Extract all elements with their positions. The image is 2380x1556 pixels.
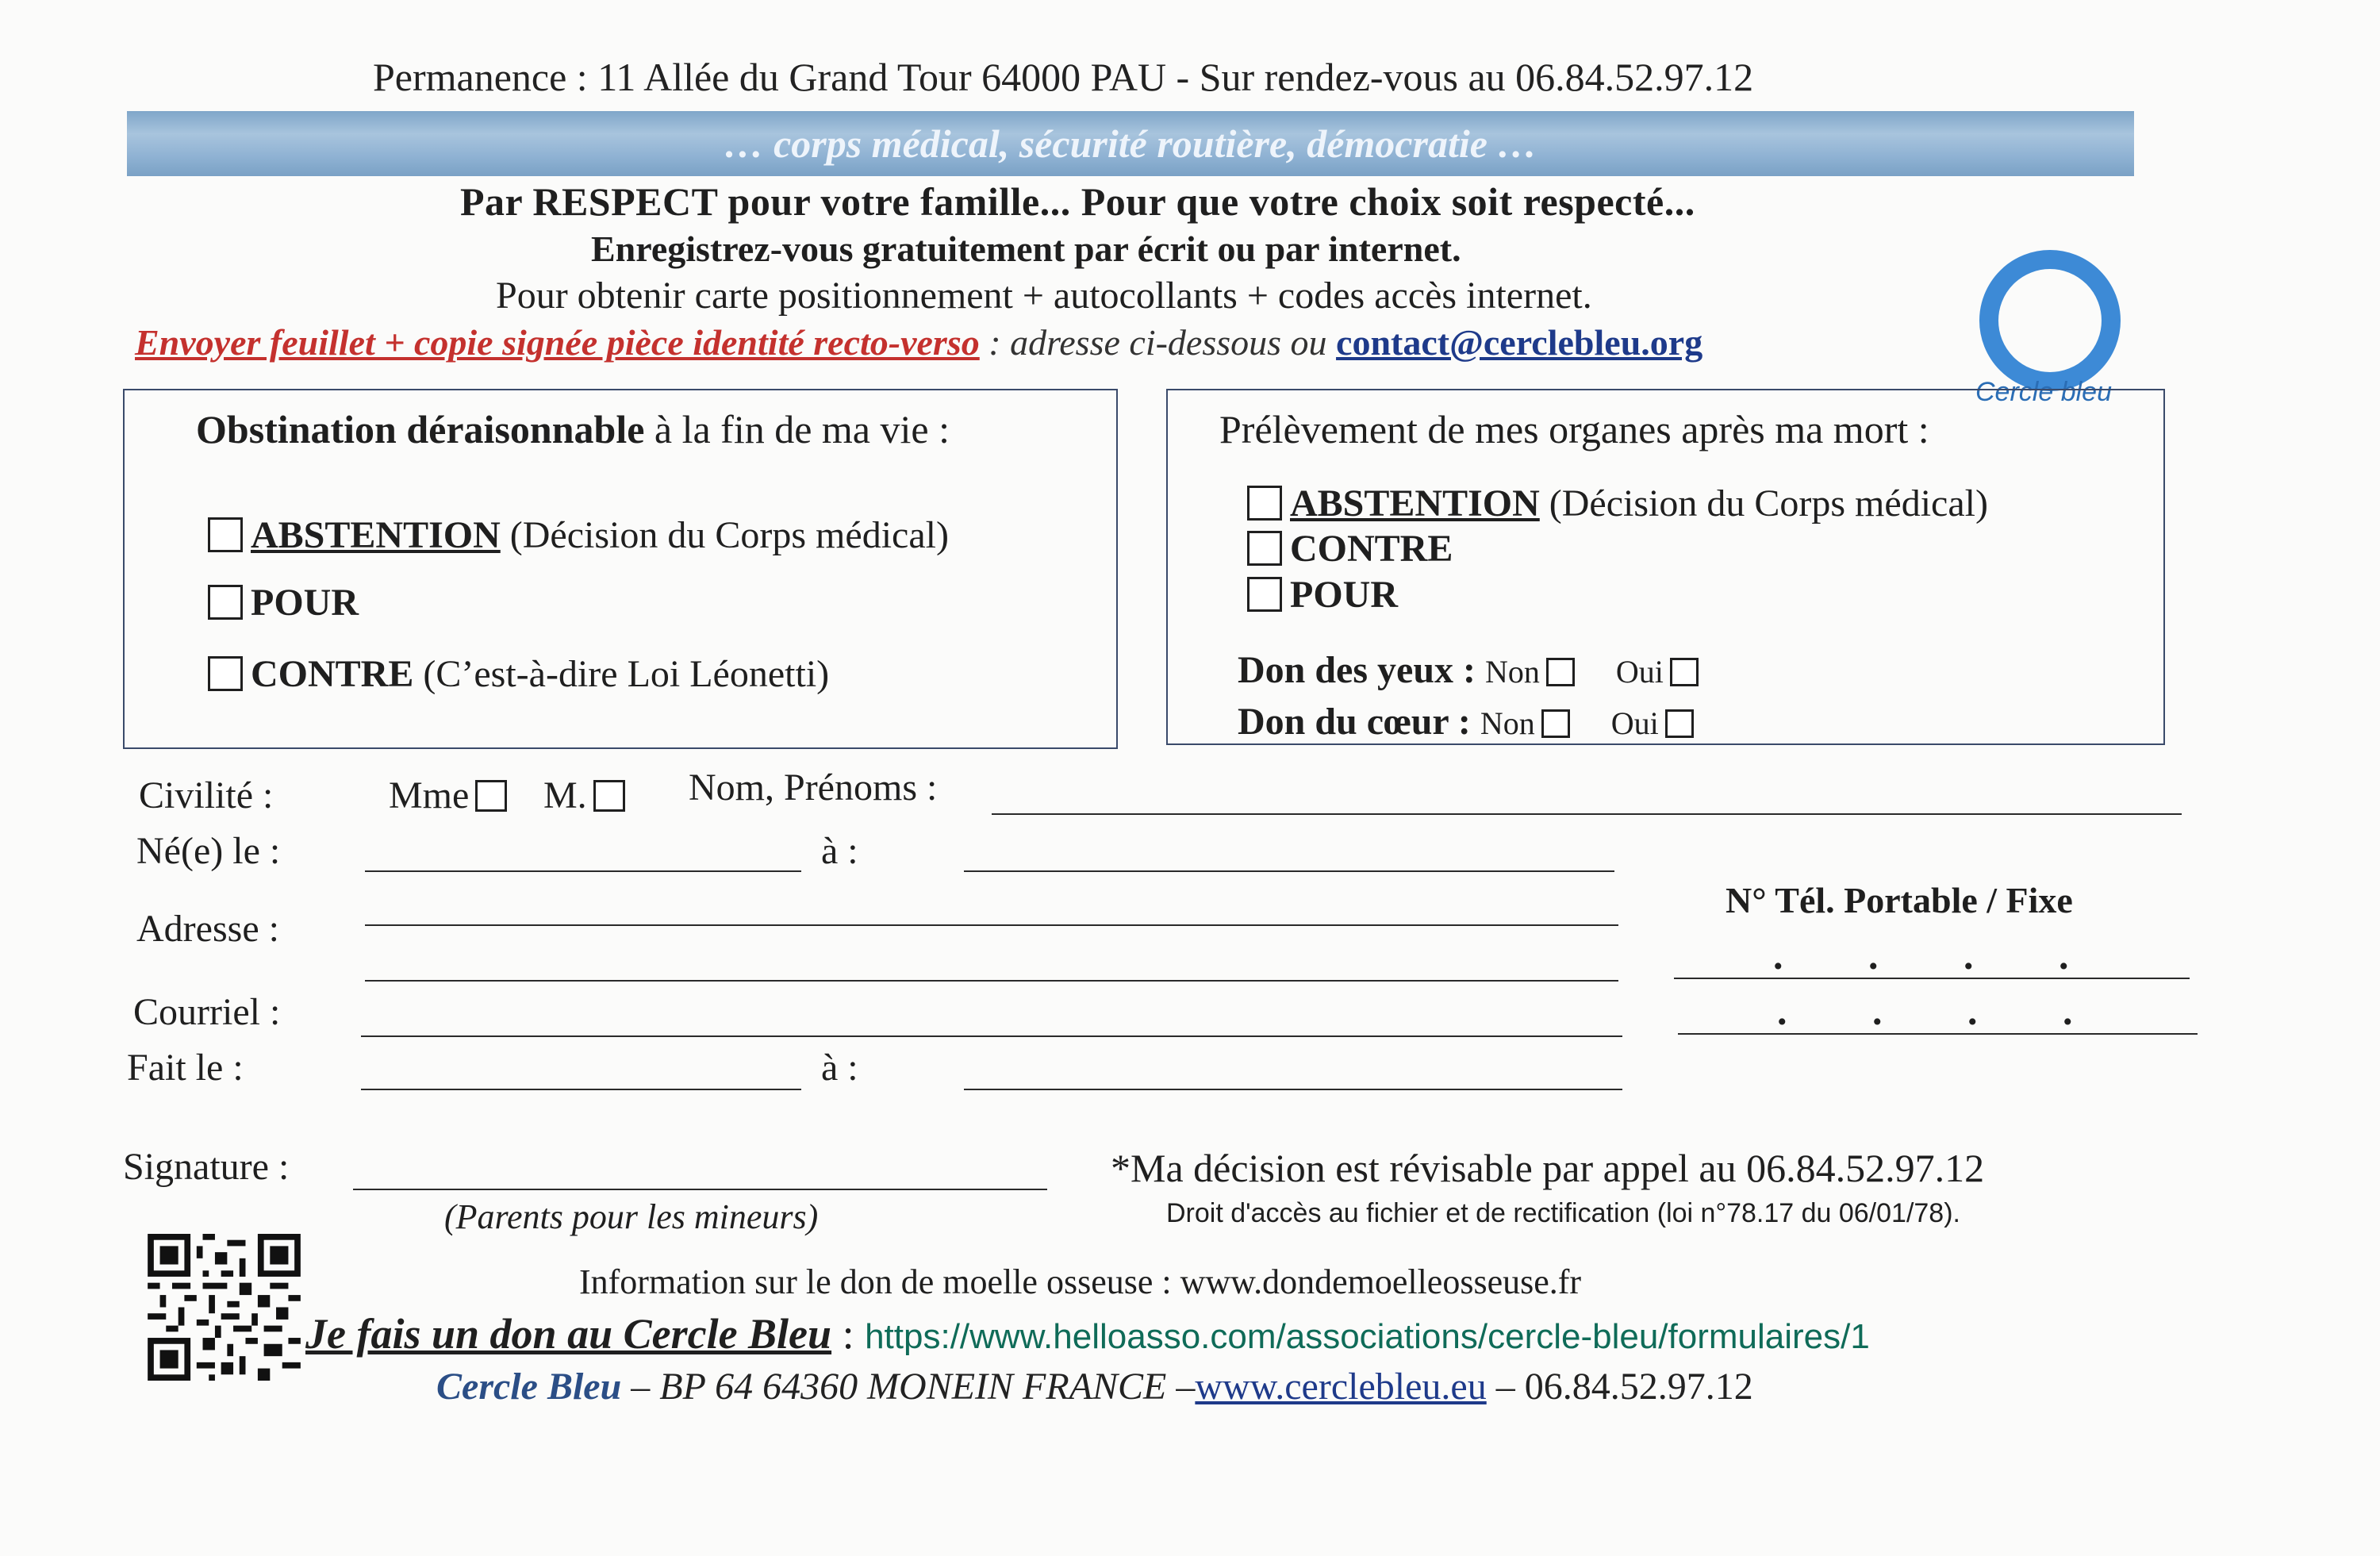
bone-marrow-info: Information sur le don de moelle osseuse : www.dondemoelleosseuse.fr xyxy=(579,1262,1582,1301)
adresse-label: Adresse : xyxy=(136,908,279,950)
option-key: ABSTENTION xyxy=(251,514,501,556)
signed-date-field[interactable] xyxy=(361,1089,801,1090)
signature-field[interactable] xyxy=(353,1189,1047,1190)
donation-separator: : xyxy=(831,1310,866,1358)
fait-le-label: Fait le : xyxy=(127,1047,244,1089)
end-of-life-option-contre[interactable] xyxy=(208,652,829,696)
nom-label: Nom, Prénoms : xyxy=(689,766,938,809)
signed-place-field[interactable] xyxy=(964,1089,1622,1090)
tel-field-2[interactable] xyxy=(1678,1033,2198,1035)
banner xyxy=(127,111,2134,176)
address-field-2[interactable] xyxy=(365,980,1618,982)
checkbox[interactable] xyxy=(208,517,243,552)
banner-text: … corps médical, sécurité routière, démocratie … xyxy=(724,121,1537,166)
m-checkbox[interactable] xyxy=(593,780,625,812)
tel-dot: . xyxy=(1872,989,1883,1033)
end-of-life-title xyxy=(196,406,950,452)
checkbox[interactable] xyxy=(1247,531,1282,566)
checkbox[interactable] xyxy=(208,656,243,691)
checkbox[interactable] xyxy=(1247,486,1282,521)
revisable-note: *Ma décision est révisable par appel au 06.84.52.97.12 xyxy=(1111,1146,1985,1190)
contact-email-link[interactable]: contact@cerclebleu.org xyxy=(1336,322,1703,363)
heart-non-checkbox[interactable] xyxy=(1541,709,1570,738)
mme-label: Mme xyxy=(389,774,470,816)
address-field-1[interactable] xyxy=(365,924,1618,926)
end-of-life-title-rest: à la fin de ma vie : xyxy=(644,407,950,451)
option-desc: (C’est-à-dire Loi Léonetti) xyxy=(413,653,830,695)
nom-field[interactable] xyxy=(992,813,2182,815)
send-instructions-mid: : adresse ci-dessous ou xyxy=(979,322,1337,363)
end-of-life-title-bold: Obstination déraisonnable xyxy=(196,407,645,451)
organ-donation-box xyxy=(1166,389,2165,745)
tel-dot: . xyxy=(1967,989,1978,1033)
eye-oui-checkbox[interactable] xyxy=(1670,658,1699,686)
tel-dot: . xyxy=(2063,989,2073,1033)
tel-dot: . xyxy=(1773,933,1783,978)
end-of-life-option-abstention[interactable] xyxy=(208,513,949,557)
eye-donation-row xyxy=(1238,648,1699,692)
signed-place-label: à : xyxy=(821,1047,858,1089)
checkbox[interactable] xyxy=(1247,577,1282,612)
qr-code-icon[interactable] xyxy=(147,1234,301,1381)
footer-org: Cercle Bleu xyxy=(436,1366,622,1408)
option-key: ABSTENTION xyxy=(1290,482,1540,524)
obtain-line: Pour obtenir carte positionnement + autocollants + codes accès internet. xyxy=(496,275,1592,317)
logo-ring-icon xyxy=(1979,250,2121,391)
organ-option-pour[interactable] xyxy=(1247,573,1398,617)
website-link[interactable]: www.cerclebleu.eu xyxy=(1195,1366,1487,1408)
option-key: POUR xyxy=(1290,574,1398,616)
heart-donation-label: Don du cœur : xyxy=(1238,701,1471,743)
donation-line xyxy=(305,1309,1870,1358)
data-rights-note: Droit d'accès au fichier et de rectification (loi n°78.17 du 06/01/78). xyxy=(1166,1198,1960,1228)
tel-dot: . xyxy=(2059,933,2069,978)
option-key: POUR xyxy=(251,582,359,624)
organ-donation-title: Prélèvement de mes organes après ma mort : xyxy=(1219,407,1929,451)
end-of-life-option-pour[interactable] xyxy=(208,581,359,624)
permanence-line: Permanence : 11 Allée du Grand Tour 64000 PAU - Sur rendez-vous au 06.84.52.97.12 xyxy=(373,55,1754,99)
send-instructions-red: Envoyer feuillet + copie signée pièce identité recto-verso xyxy=(135,322,980,363)
tel-dot: . xyxy=(1868,933,1879,978)
heart-donation-row xyxy=(1238,700,1694,743)
organ-option-abstention[interactable] xyxy=(1247,482,1988,525)
organ-option-contre[interactable] xyxy=(1247,527,1453,571)
courriel-label: Courriel : xyxy=(133,991,281,1033)
end-of-life-box xyxy=(123,389,1118,749)
tel-dot: . xyxy=(1964,933,1974,978)
option-key: CONTRE xyxy=(251,653,414,695)
email-field[interactable] xyxy=(361,1035,1622,1037)
cercle-bleu-logo xyxy=(1975,250,2118,409)
tel-label: N° Tél. Portable / Fixe xyxy=(1726,880,2073,920)
respect-line: Par RESPECT pour votre famille... Pour que votre choix soit respecté... xyxy=(460,179,1695,224)
footer-address: – BP 64 64360 MONEIN FRANCE – xyxy=(621,1366,1196,1408)
eye-donation-label: Don des yeux : xyxy=(1238,649,1476,691)
birth-date-field[interactable] xyxy=(365,870,801,872)
tel-field-1[interactable] xyxy=(1674,978,2190,979)
logo-text: Cercle bleu xyxy=(1975,377,2112,407)
mme-checkbox[interactable] xyxy=(475,780,507,812)
mme-option[interactable] xyxy=(389,774,507,817)
civilite-label: Civilité : xyxy=(139,774,274,816)
send-instructions xyxy=(135,321,1702,363)
register-line: Enregistrez-vous gratuitement par écrit ou par internet. xyxy=(591,229,1461,269)
m-option[interactable] xyxy=(543,774,625,817)
donation-url-link[interactable]: https://www.helloasso.com/associations/cercle-bleu/formulaires/1 xyxy=(865,1317,1870,1356)
footer-phone: – 06.84.52.97.12 xyxy=(1486,1366,1753,1408)
donation-label: Je fais un don au Cercle Bleu xyxy=(305,1310,832,1358)
option-desc: (Décision du Corps médical) xyxy=(1539,482,1988,524)
parents-note: (Parents pour les mineurs) xyxy=(444,1197,819,1236)
m-label: M. xyxy=(543,774,587,816)
non-label: Non xyxy=(1485,654,1540,690)
eye-non-checkbox[interactable] xyxy=(1546,658,1575,686)
signature-label: Signature : xyxy=(123,1146,290,1188)
tel-dot: . xyxy=(1777,989,1787,1033)
non-label: Non xyxy=(1480,705,1535,741)
oui-label: Oui xyxy=(1615,654,1664,690)
oui-label: Oui xyxy=(1610,705,1659,741)
birth-place-label: à : xyxy=(821,830,858,872)
heart-oui-checkbox[interactable] xyxy=(1665,709,1694,738)
footer-address-line xyxy=(436,1365,1753,1408)
birth-place-field[interactable] xyxy=(964,870,1614,872)
ne-le-label: Né(e) le : xyxy=(136,830,281,872)
option-desc: (Décision du Corps médical) xyxy=(500,514,949,556)
option-key: CONTRE xyxy=(1290,528,1453,570)
checkbox[interactable] xyxy=(208,585,243,620)
